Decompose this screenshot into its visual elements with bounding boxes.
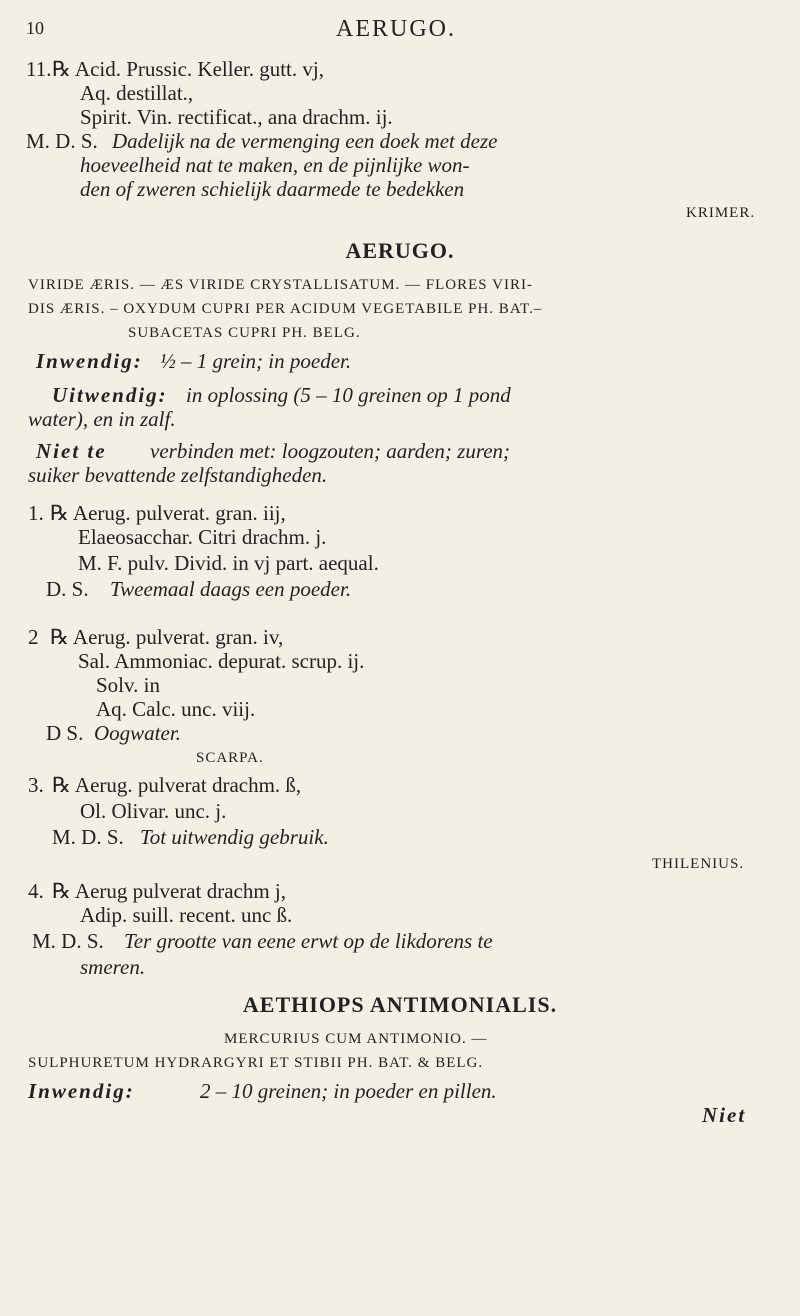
recipe-line: Spirit. Vin. rectificat., ana drachm. ij.: [80, 105, 393, 129]
recipe-line: Ol. Olivar. unc. j.: [80, 799, 227, 823]
recipe-line: Sal. Ammoniac. depurat. scrup. ij.: [78, 649, 365, 673]
page-number: 10: [26, 18, 44, 38]
recipe-line: ℞ Aerug. pulverat drachm. ß,: [52, 773, 302, 797]
signa-prefix: D S.: [46, 721, 84, 745]
section-heading: AETHIOPS ANTIMONIALIS.: [242, 992, 558, 1017]
signa-prefix: D. S.: [46, 577, 89, 601]
page-header: [26, 8, 766, 44]
signa-text: Oogwater.: [94, 721, 181, 745]
author-name: SCARPA.: [196, 750, 264, 766]
author-name: THILENIUS.: [652, 856, 745, 872]
incompatibility-text: suiker bevattende zelfstandigheden.: [28, 463, 328, 487]
signa-text: Dadelijk na de vermenging een doek met deze: [112, 129, 498, 153]
recipe-line: Aq. destillat.,: [80, 81, 194, 105]
recipe-number: 3.: [28, 773, 44, 797]
recipe-number: 11.: [26, 57, 52, 81]
usage-label-internal: Inwendig:: [28, 1079, 135, 1103]
signa-prefix: M. D. S.: [26, 129, 98, 153]
usage-text: 2 – 10 greinen; in poeder en pillen.: [200, 1079, 497, 1103]
synonyms-line: DIS ÆRIS. – OXYDUM CUPRI PER ACIDUM VEGETABILE PH. BAT.–: [28, 301, 543, 317]
synonyms-line: MERCURIUS CUM ANTIMONIO. —: [224, 1031, 488, 1047]
synonyms-line: SULPHURETUM HYDRARGYRI ET STIBII PH. BAT. & BELG.: [28, 1055, 484, 1071]
usage-label-external: Uitwendig:: [52, 383, 168, 407]
incompatibility-text: verbinden met: loogzouten; aarden; zuren;: [150, 439, 511, 463]
running-head: AERUGO.: [336, 16, 456, 42]
usage-text: water), en in zalf.: [28, 407, 176, 431]
signa-text: Ter grootte van eene erwt op de likdorens te: [124, 929, 493, 953]
signa-text: Tot uitwendig gebruik.: [140, 825, 329, 849]
recipe-line: Adip. suill. recent. unc ß.: [80, 903, 293, 927]
recipe-line: ℞ Aerug. pulverat. gran. iij,: [50, 501, 286, 525]
recipe-number: 1.: [28, 501, 44, 525]
author-name: KRIMER.: [686, 205, 756, 221]
recipe-number: 2: [28, 625, 39, 649]
recipe-line: Aq. Calc. unc. viij.: [96, 697, 256, 721]
recipe-line: Elaeosacchar. Citri drachm. j.: [78, 525, 327, 549]
incompatibility-label: Niet te: [36, 439, 107, 463]
recipe-line: Solv. in: [96, 673, 160, 697]
section-heading: AERUGO.: [345, 238, 455, 263]
signa-prefix: M. D. S.: [32, 929, 104, 953]
recipe-line: ℞ Aerug. pulverat. gran. iv,: [50, 625, 284, 649]
synonyms-line: VIRIDE ÆRIS. — ÆS VIRIDE CRYSTALLISATUM. — FLORES VIRI-: [28, 277, 533, 293]
usage-text: in oplossing (5 – 10 greinen op 1 pond: [186, 383, 511, 407]
synonyms-line: SUBACETAS CUPRI PH. BELG.: [128, 325, 361, 341]
recipe-line: ℞ Aerug pulverat drachm j,: [52, 879, 287, 903]
recipe-line: ℞ Acid. Prussic. Keller. gutt. vj,: [52, 57, 324, 81]
usage-label-internal: Inwendig:: [36, 349, 143, 373]
signa-text: Tweemaal daags een poeder.: [110, 577, 352, 601]
catchword: Niet: [702, 1103, 747, 1127]
recipe-number: 4.: [28, 879, 44, 903]
recipe-line: M. F. pulv. Divid. in vj part. aequal.: [78, 551, 379, 575]
usage-text: ½ – 1 grein; in poeder.: [160, 349, 352, 373]
signa-prefix: M. D. S.: [52, 825, 124, 849]
signa-text: smeren.: [80, 955, 146, 979]
signa-text: hoeveelheid nat te maken, en de pijnlijke won-: [80, 153, 470, 177]
signa-text: den of zweren schielijk daarmede te bedekken: [80, 177, 465, 201]
